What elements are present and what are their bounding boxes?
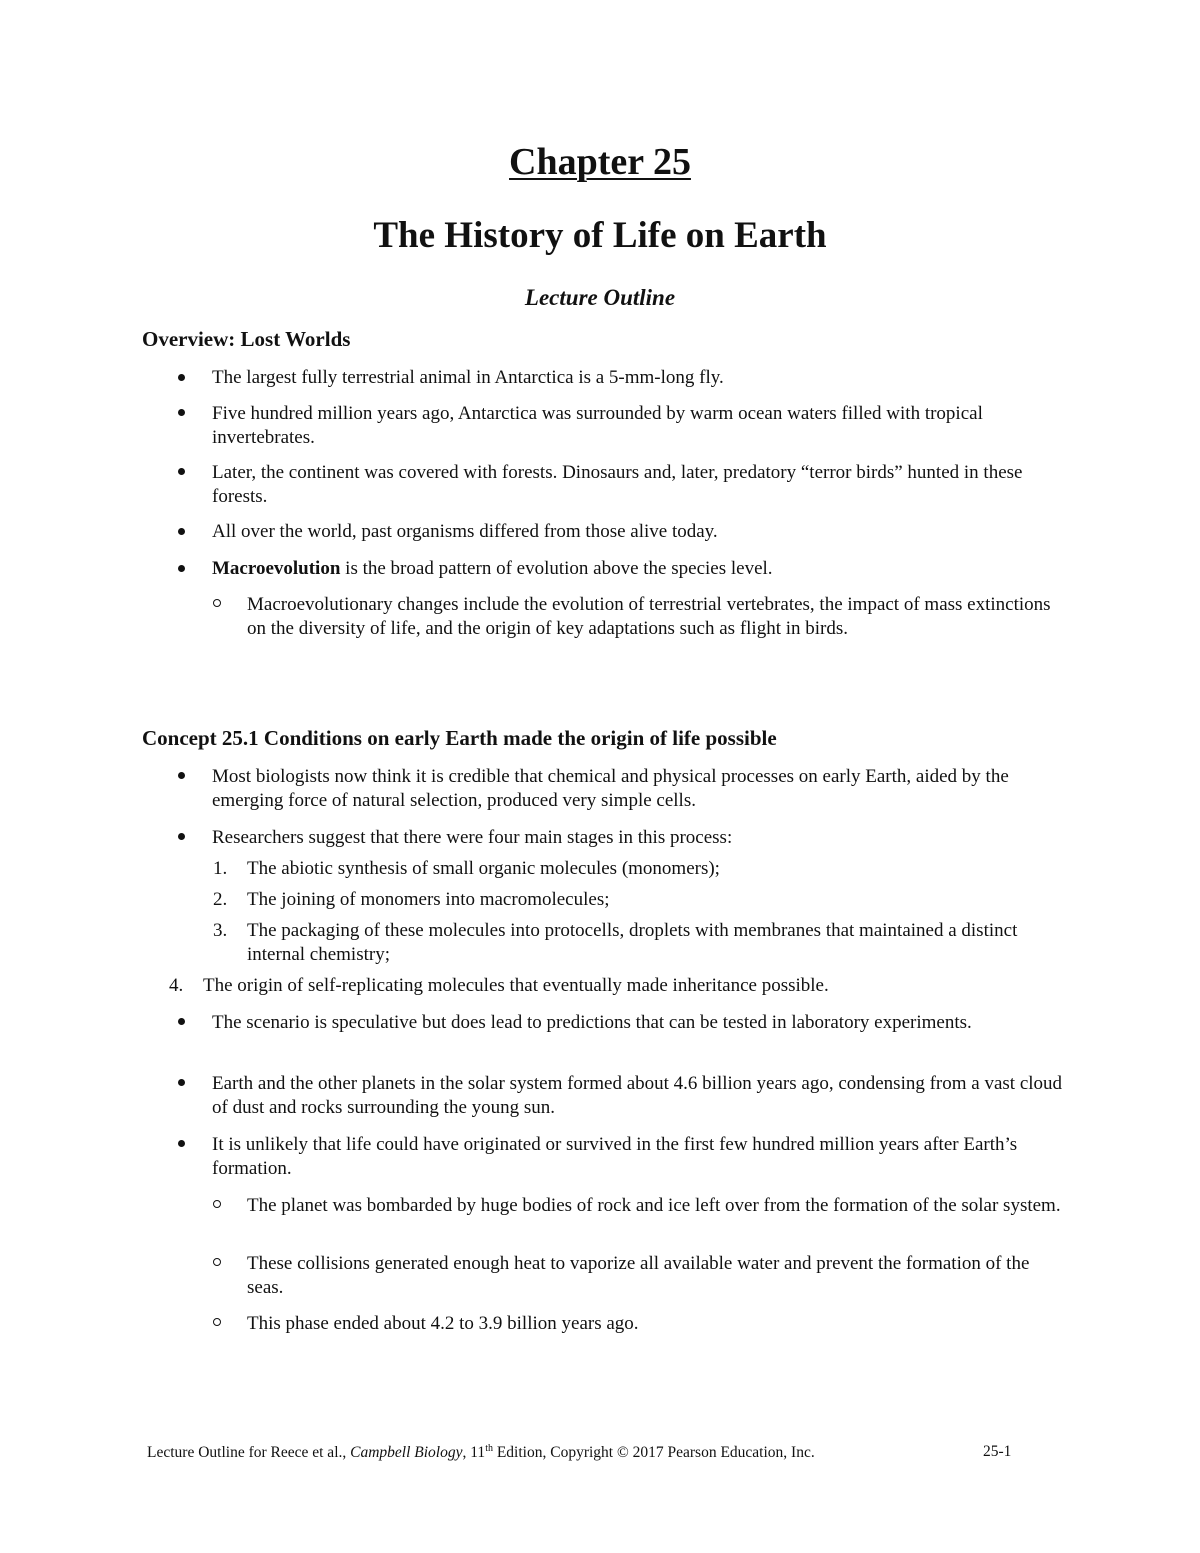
key-term: Macroevolution [212,558,341,579]
bullet-icon [178,833,185,840]
list-item: The scenario is speculative but does lead to predictions that can be tested in laboratory experiments. [212,1012,972,1033]
footer-book-title: Campbell Biology [350,1444,463,1462]
bullet-icon [178,1018,185,1025]
sub-list-item: The planet was bombarded by huge bodies of rock and ice left over from the formation of the solar system. [247,1195,1061,1216]
bullet-icon [178,409,185,416]
stage-item: The abiotic synthesis of small organic molecules (monomers); [247,858,720,879]
section-heading-concept: Concept 25.1 Conditions on early Earth made the origin of life possible [142,726,777,750]
bullet-icon [178,1079,185,1086]
list-item: Later, the continent was covered with forests. Dinosaurs and, later, predatory “terror birds” hunted in these forests. [212,462,1023,507]
stage-number: 3. [213,920,228,941]
list-item-text: is the broad pattern of evolution above the species level. [340,558,773,579]
page-footer [147,1443,815,1462]
list-item: Researchers suggest that there were four main stages in this process: [212,827,733,848]
bullet-icon [178,772,185,779]
sub-list-item: These collisions generated enough heat to vaporize all available water and prevent the formation of the seas. [247,1253,1030,1298]
stage-number: 2. [213,889,228,910]
list-item [212,557,1072,581]
bullet-icon [178,1140,185,1147]
sub-list-item: Macroevolutionary changes include the evolution of terrestrial vertebrates, the impact of mass extinctions on the diversity of life, and the origin of key adaptations such as flight in birds. [247,594,1051,639]
list-item: The largest fully terrestrial animal in Antarctica is a 5-mm-long fly. [212,367,724,388]
page-title: The History of Life on Earth [373,215,827,256]
footer-text: Lecture Outline for Reece et al., [147,1444,351,1462]
page-number: 25-1 [983,1443,1012,1460]
list-item: It is unlikely that life could have originated or survived in the first few hundred million years after Earth’s formation. [212,1134,1018,1179]
bullet-icon [178,468,185,475]
list-item: Five hundred million years ago, Antarctica was surrounded by warm ocean waters filled with tropical invertebrates. [212,403,983,448]
footer-text: , 11 [462,1444,486,1462]
stage-item: The packaging of these molecules into protocells, droplets with membranes that maintained a distinct internal chemistry; [247,920,1018,965]
bullet-icon [178,528,185,535]
list-item: Earth and the other planets in the solar system formed about 4.6 billion years ago, condensing from a vast cloud of dust and rocks surrounding the young sun. [212,1073,1063,1118]
list-item: All over the world, past organisms differed from those alive today. [212,521,718,542]
chapter-heading: Chapter 25 [509,141,691,183]
footer-superscript: th [485,1443,493,1454]
circle-bullet-icon [213,1200,221,1208]
stage-number: 4. [169,975,184,996]
stage-item: The origin of self-replicating molecules that eventually made inheritance possible. [203,975,829,996]
circle-bullet-icon [213,599,221,607]
sub-list-item: This phase ended about 4.2 to 3.9 billion years ago. [247,1313,639,1334]
circle-bullet-icon [213,1318,221,1326]
page-subtitle: Lecture Outline [524,285,676,310]
bullet-icon [178,565,185,572]
footer-text: Edition, Copyright © 2017 Pearson Education, Inc. [492,1444,815,1462]
section-heading-overview: Overview: Lost Worlds [142,327,351,351]
stage-item: The joining of monomers into macromolecules; [247,889,610,910]
list-item: Most biologists now think it is credible that chemical and physical processes on early Earth, aided by the emerging force of natural selection, produced very simple cells. [212,766,1009,811]
stage-number: 1. [213,858,228,879]
circle-bullet-icon [213,1258,221,1266]
bullet-icon [178,374,185,381]
